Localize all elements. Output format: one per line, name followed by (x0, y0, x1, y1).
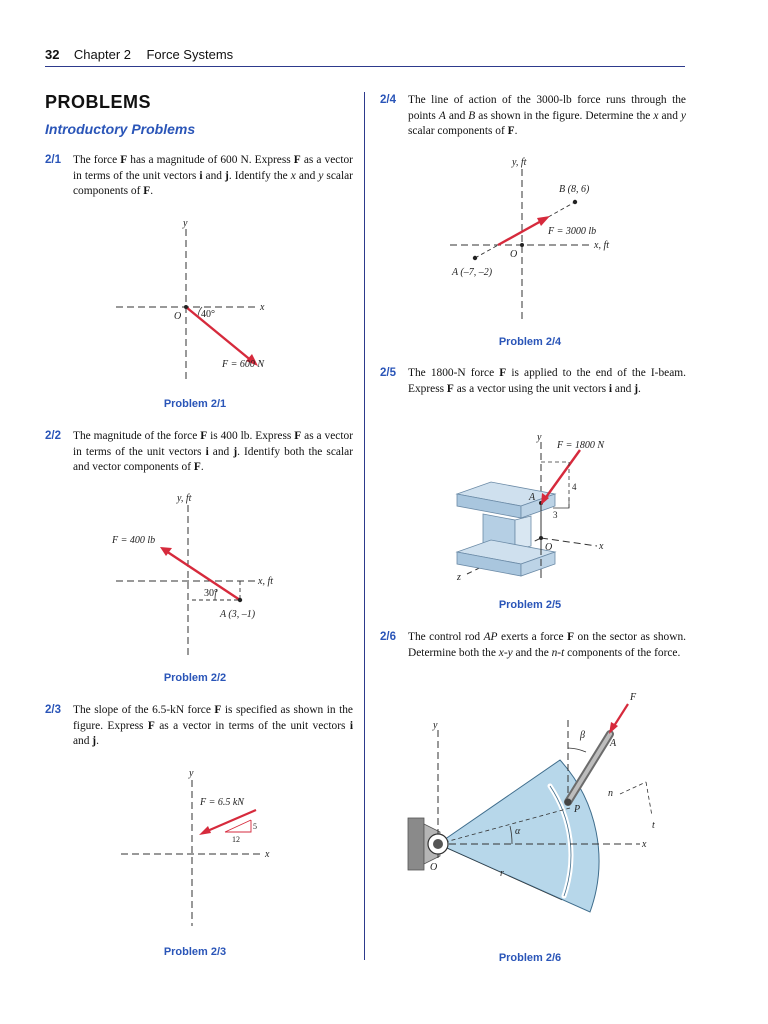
running-head (45, 46, 233, 64)
chapter-title: Force Systems (146, 47, 234, 62)
force-label: F = 3000 lb (548, 226, 597, 237)
n-axis-label: n (608, 788, 613, 799)
problem-text: The slope of the 6.5-kN force F is specified as shown in the figure. Express F as a vector in terms of the unit vectors i and j. (73, 704, 353, 748)
column-divider (364, 92, 365, 960)
slope-run-label: 3 (553, 510, 558, 520)
origin-label: O (510, 249, 518, 260)
caption-2-1: Problem 2/1 (163, 398, 227, 410)
problem-number: 2/2 (45, 430, 61, 442)
angle-label: 30° (204, 588, 218, 599)
chapter-label: Chapter 2 (73, 47, 132, 62)
problem-2-1 (45, 153, 353, 200)
x-axis-label: x (642, 839, 647, 850)
problem-text: The 1800-N force F is applied to the end of the I-beam. Express F as a vector using the unit vectors i and j. (408, 367, 686, 395)
problem-number: 2/1 (45, 154, 61, 166)
angle-label: 40° (201, 309, 215, 320)
x-axis-label: x (599, 541, 604, 552)
problem-text: The line of action of the 3000-lb force runs through the points A and B as shown in the figure. Determine the x and y scalar components of F. (408, 94, 686, 138)
alpha-label: α (515, 826, 521, 837)
figure-2-2 (100, 487, 300, 667)
x-axis-label: x (265, 849, 270, 860)
force-label: F = 1800 N (557, 440, 605, 451)
force-label: F = 600 N (222, 359, 265, 370)
radius-label: r (500, 868, 504, 879)
t-axis-label: t (652, 820, 655, 831)
figure-2-4 (440, 155, 620, 325)
x-axis-label: x, ft (594, 240, 609, 251)
header-rule (45, 66, 685, 67)
slope-rise-label: 5 (253, 822, 257, 831)
beta-label: β (580, 730, 585, 741)
y-axis-label: y (537, 432, 542, 443)
slope-run-label: 12 (232, 835, 240, 844)
caption-2-2: Problem 2/2 (163, 672, 227, 684)
x-axis-label: x, ft (258, 576, 273, 587)
problem-number: 2/6 (380, 631, 396, 643)
origin-label: O (174, 311, 182, 322)
caption-2-6: Problem 2/6 (498, 952, 562, 964)
figure-2-5 (445, 428, 635, 588)
problem-number: 2/3 (45, 704, 61, 716)
caption-2-4: Problem 2/4 (498, 336, 562, 348)
point-p-label: P (574, 804, 581, 815)
y-axis-label: y, ft (512, 157, 527, 168)
x-axis-label: x (260, 302, 265, 313)
origin-label: O (430, 862, 438, 873)
point-b-label: B (8, 6) (559, 184, 590, 195)
problem-text: The magnitude of the force F is 400 lb. Express F as a vector in terms of the unit vectors i and j. Identify both the scalar and vector components of F. (73, 430, 353, 474)
force-label: F (630, 692, 637, 703)
problem-text: The control rod AP exerts a force F on the sector as shown. Determine both the x-y and the n-t components of the force. (408, 631, 687, 659)
problem-2-3 (45, 703, 353, 750)
point-a-label: A (–7, –2) (452, 267, 493, 278)
problem-2-2 (45, 429, 353, 476)
origin-label: O (545, 542, 553, 553)
problem-number: 2/5 (380, 367, 396, 379)
force-label: F = 400 lb (112, 535, 156, 546)
problem-text: The force F has a magnitude of 600 N. Express F as a vector in terms of the unit vectors i and j. Identify the x and y scalar components of F. (73, 154, 353, 198)
force-label: F = 6.5 kN (200, 797, 244, 808)
caption-2-5: Problem 2/5 (498, 599, 562, 611)
point-label: A (529, 492, 536, 503)
point-label: A (3, –1) (220, 609, 256, 620)
section-title: PROBLEMS (45, 92, 152, 112)
y-axis-label: y (433, 720, 438, 731)
problem-2-6 (380, 630, 686, 661)
figure-2-3 (115, 766, 295, 936)
caption-2-3: Problem 2/3 (163, 946, 227, 958)
page-number: 32 (45, 47, 60, 62)
section-subtitle: Introductory Problems (45, 121, 196, 137)
y-axis-label: y (189, 768, 194, 779)
y-axis-label: y, ft (177, 493, 192, 504)
figure-2-6 (400, 690, 660, 940)
figure-2-1 (100, 215, 280, 395)
problem-2-4 (380, 93, 686, 140)
y-axis-label: y (183, 218, 188, 229)
problem-number: 2/4 (380, 94, 396, 106)
z-axis-label: z (457, 572, 461, 583)
slope-rise-label: 4 (572, 482, 577, 492)
problem-2-5 (380, 366, 686, 397)
point-a-label: A (610, 738, 617, 749)
